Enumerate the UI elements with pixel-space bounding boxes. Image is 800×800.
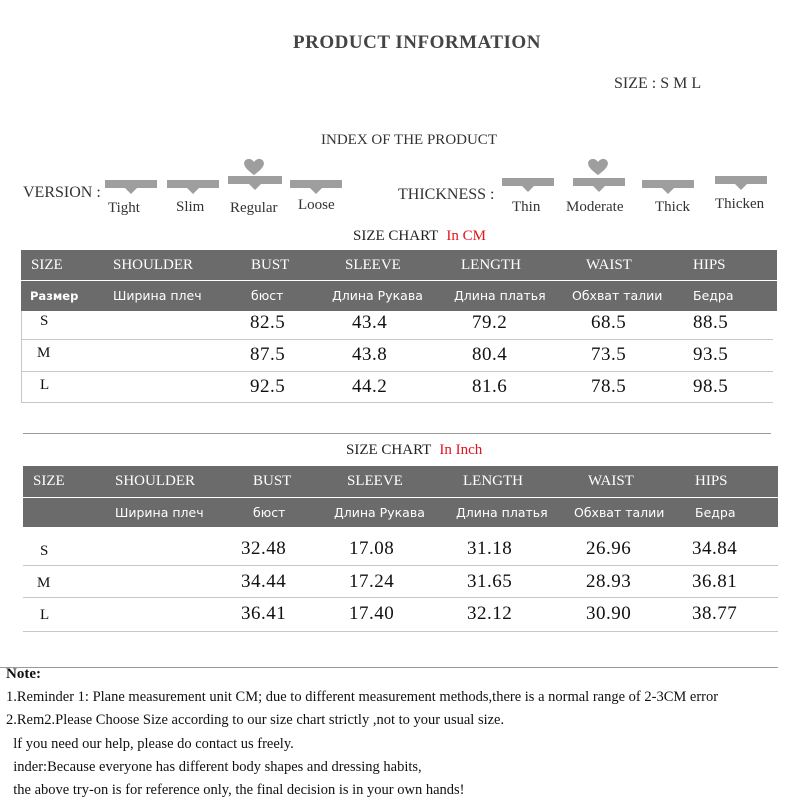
inch-col-bust-ru: бюст [253,505,286,520]
version-bar-slim [167,180,219,188]
cm-col-sleeve: SLEEVE [345,257,401,273]
cm-header-row-ru [21,281,777,311]
cm-row-s-size: S [40,313,49,329]
cm-col-length: LENGTH [461,257,521,273]
cm-col-bust-ru: бюст [251,288,284,303]
cm-row-l-hips: 98.5 [693,376,729,397]
cm-row-s-waist: 68.5 [591,312,627,333]
index-title: INDEX OF THE PRODUCT [321,132,497,148]
section-divider [23,433,771,434]
thickness-bar-thick [642,180,694,188]
cm-row-m-waist: 73.5 [591,344,627,365]
inch-col-sleeve: SLEEVE [347,473,403,489]
cm-row-l-sleeve: 44.2 [352,376,388,397]
cm-col-shoulder-ru: Ширина плеч [113,288,202,303]
cm-row-s-length: 79.2 [472,312,508,333]
inch-header-row-ru [23,498,778,527]
notes-divider [0,667,778,668]
inch-col-bust: BUST [253,473,292,489]
cm-row-s-sleeve: 43.4 [352,312,388,333]
inch-row-s-sleeve: 17.08 [349,538,395,559]
cm-col-waist-ru: Обхват талии [572,288,663,303]
inch-col-length-ru: Длина платья [456,505,548,520]
inch-col-shoulder-ru: Ширина плеч [115,505,204,520]
thickness-option-thicken: Thicken [715,196,765,212]
note-line-5: the above try-on is for reference only, the final decision is in your own hands! [6,782,465,798]
cm-table-left-border [21,311,22,403]
version-bar-regular [228,176,282,184]
cm-row-s-hips: 88.5 [693,312,729,333]
inch-col-waist: WAIST [588,473,634,489]
cm-row-m-bust: 87.5 [250,344,286,365]
thickness-bar-moderate [573,178,625,186]
inch-row-s-length: 31.18 [467,538,513,559]
inch-row-m-length: 31.65 [467,571,513,592]
cm-row-m-sleeve: 43.8 [352,344,388,365]
version-option-loose: Loose [298,197,335,213]
inch-row-m-waist: 28.93 [586,571,632,592]
cm-row-divider [21,402,773,403]
cm-col-shoulder: SHOULDER [113,257,194,273]
inch-row-s-bust: 32.48 [241,538,287,559]
version-bar-loose [290,180,342,188]
thickness-option-moderate: Moderate [566,199,624,215]
inch-row-s-size: S [40,543,49,559]
inch-row-m-hips: 36.81 [692,571,738,592]
inch-row-l-sleeve: 17.40 [349,603,395,624]
cm-col-length-ru: Длина платья [454,288,546,303]
inch-row-m-sleeve: 17.24 [349,571,395,592]
cm-row-m-hips: 93.5 [693,344,729,365]
inch-row-l-waist: 30.90 [586,603,632,624]
cm-row-l-size: L [40,377,50,393]
thickness-bar-thicken [715,176,767,184]
inch-col-size: SIZE [33,473,65,489]
inch-col-shoulder: SHOULDER [115,473,196,489]
cm-header-row [21,250,777,280]
notes-title: Note: [6,666,41,682]
cm-row-l-waist: 78.5 [591,376,627,397]
inch-col-length: LENGTH [463,473,523,489]
selected-heart-icon [243,158,265,176]
inch-row-l-length: 32.12 [467,603,513,624]
cm-col-size-ru: Размер [30,289,79,303]
inch-col-waist-ru: Обхват талии [574,505,665,520]
cm-chart-title-text: SIZE CHART [353,228,439,244]
cm-row-l-length: 81.6 [472,376,508,397]
cm-row-s-bust: 82.5 [250,312,286,333]
inch-chart-title-text: SIZE CHART [346,442,432,458]
cm-col-size: SIZE [31,257,63,273]
cm-col-waist: WAIST [586,257,632,273]
thickness-option-thick: Thick [655,199,690,215]
cm-row-divider [21,371,773,372]
inch-row-s-hips: 34.84 [692,538,738,559]
inch-row-l-size: L [40,607,50,623]
inch-chart-unit: In Inch [439,442,483,458]
inch-col-hips-ru: Бедра [695,505,736,520]
version-label: VERSION : [23,184,101,201]
note-line-2: 2.Rem2.Please Choose Size according to our size chart strictly ,not to your usual size. [6,712,505,728]
note-line-1: 1.Reminder 1: Plane measurement unit CM; due to different measurement methods,there is a normal range of 2-3CM error [6,689,719,705]
inch-row-l-hips: 38.77 [692,603,738,624]
note-line-4: inder:Because everyone has different body shapes and dressing habits, [6,759,422,775]
cm-row-m-length: 80.4 [472,344,508,365]
version-option-tight: Tight [108,200,140,216]
cm-row-l-bust: 92.5 [250,376,286,397]
cm-col-hips: HIPS [693,257,726,273]
thickness-option-thin: Thin [512,199,541,215]
inch-col-hips: HIPS [695,473,728,489]
selected-heart-icon [587,158,609,176]
version-option-slim: Slim [176,199,205,215]
note-line-3: lf you need our help, please do contact us freely. [6,736,294,752]
inch-chart-title [346,442,482,459]
cm-chart-title [353,228,486,245]
page-title: PRODUCT INFORMATION [293,32,541,53]
thickness-bar-thin [502,178,554,186]
cm-chart-unit: In CM [446,228,486,244]
inch-row-s-waist: 26.96 [586,538,632,559]
cm-col-hips-ru: Бедра [693,288,734,303]
cm-col-sleeve-ru: Длина Рукава [332,288,423,303]
cm-col-bust: BUST [251,257,290,273]
inch-row-divider [23,631,778,632]
version-option-regular: Regular [230,200,278,216]
thickness-label: THICKNESS : [398,186,495,203]
inch-row-l-bust: 36.41 [241,603,287,624]
inch-row-m-size: M [37,575,51,591]
inch-header-row [23,466,778,497]
cm-row-m-size: M [37,345,51,361]
version-bar-tight [105,180,157,188]
inch-row-m-bust: 34.44 [241,571,287,592]
inch-row-divider [23,597,778,598]
inch-row-divider [23,565,778,566]
size-availability: SIZE : S M L [614,75,702,92]
cm-row-divider [21,339,773,340]
inch-col-sleeve-ru: Длина Рукава [334,505,425,520]
